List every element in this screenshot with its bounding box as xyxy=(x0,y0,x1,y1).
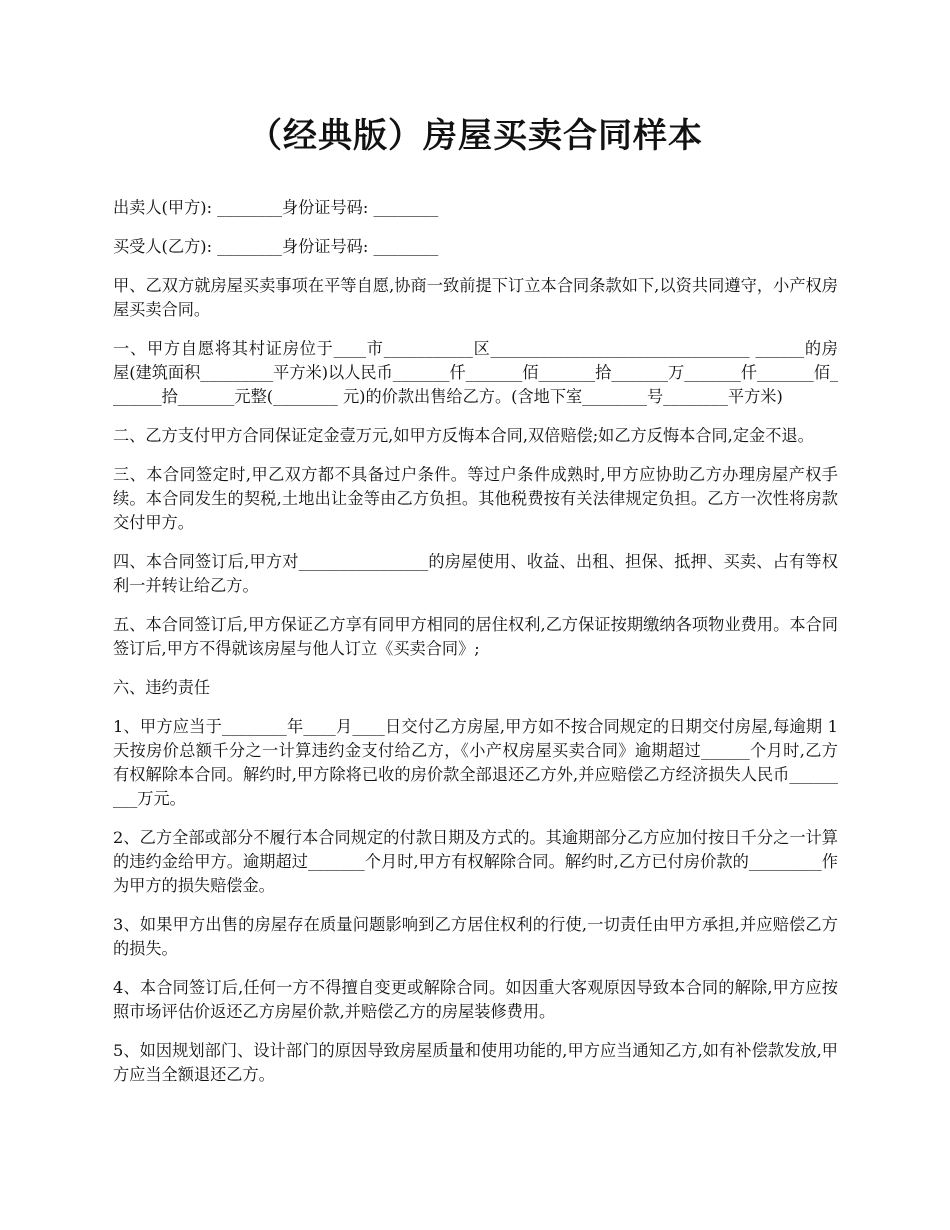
liability-item-2: 2、乙方全部或部分不履行本合同规定的付款日期及方式的。其逾期部分乙方应加付按日千分之一计算的违约金给甲方。逾期超过_______个月时,甲方有权解除合同。解约时,乙方已付房价款的_________作为甲方的损失赔偿金。 xyxy=(113,828,838,895)
clause-1: 一、甲方自愿将其村证房位于____市___________区________________________________ ______的房屋(建筑面积_________平方米)以人民币_______仟_______佰_______拾_______万_______仟_______佰_______拾_______元整(________ 元)的价款出售给乙方。(含地下室________号________平方米) xyxy=(113,339,838,406)
seller-line: 出卖人(甲方): ________身份证号码: ________ xyxy=(113,198,439,217)
clause-2: 二、乙方支付甲方合同保证定金壹万元,如甲方反悔本合同,双倍赔偿;如乙方反悔本合同,定金不退。 xyxy=(113,426,814,445)
clause-5: 五、本合同签订后,甲方保证乙方享有同甲方相同的居住权利,乙方保证按期缴纳各项物业费用。本合同签订后,甲方不得就该房屋与他人订立《买卖合同》; xyxy=(113,615,838,658)
liability-item-4: 4、本合同签订后,任何一方不得擅自变更或解除合同。如因重大客观原因导致本合同的解除,甲方应按照市场评估价返还乙方房屋价款,并赔偿乙方的房屋装修费用。 xyxy=(113,978,838,1021)
document-title: （经典版）房屋买卖合同样本 xyxy=(248,116,703,156)
buyer-line: 买受人(乙方): ________身份证号码: ________ xyxy=(113,237,439,256)
liability-item-3: 3、如果甲方出售的房屋存在质量问题影响到乙方居住权利的行使,一切责任由甲方承担,并应赔偿乙方的损失。 xyxy=(113,915,838,958)
clause-4: 四、本合同签订后,甲方对________________的房屋使用、收益、出租、担保、抵押、买卖、占有等权利一并转让给乙方。 xyxy=(113,552,838,595)
liability-item-5: 5、如因规划部门、设计部门的原因导致房屋质量和使用功能的,甲方应当通知乙方,如有补偿款发放,甲方应当全额退还乙方。 xyxy=(113,1041,838,1084)
preamble-paragraph: 甲、乙双方就房屋买卖事项在平等自愿,协商一致前提下订立本合同条款如下,以资共同遵守，小产权房屋买卖合同。 xyxy=(113,276,838,319)
clause-6-heading: 六、违约责任 xyxy=(113,678,211,697)
clause-3: 三、本合同签定时,甲乙双方都不具备过户条件。等过户条件成熟时,甲方应协助乙方办理房屋产权手续。本合同发生的契税,土地出让金等由乙方负担。其他税费按有关法律规定负担。乙方一次性将房款交付甲方。 xyxy=(113,465,838,532)
liability-item-1: 1、甲方应当于________年____月____日交付乙方房屋,甲方如不按合同规定的日期交付房屋,每逾期 1 天按房价总额千分之一计算违约金支付给乙方，《小产权房屋买卖合同》逾期超过______个月时,乙方有权解除本合同。解约时,甲方除将已收的房价款全部退还乙方外,并应赔偿乙方经济损失人民币_________万元。 xyxy=(113,717,838,808)
